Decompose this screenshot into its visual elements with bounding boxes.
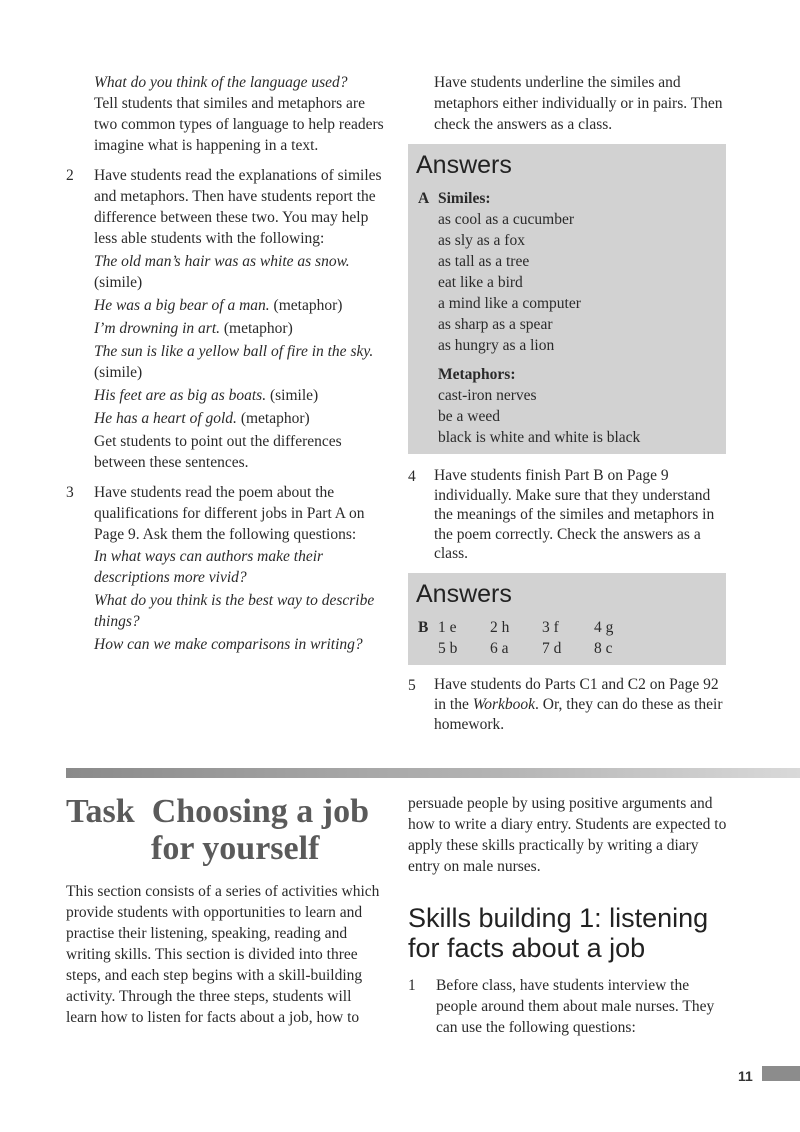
answer-pair: 4 g	[594, 618, 614, 636]
example-text: The sun is like a yellow ball of fire in the sky.	[94, 343, 374, 360]
step-2-number: 2	[66, 167, 74, 184]
answer-pair: 3 f	[542, 618, 559, 636]
skills-title-line-2: for facts about a job	[408, 933, 646, 963]
answer-pair: 8 c	[594, 639, 613, 657]
task-continued-column	[408, 793, 730, 1038]
intro-question: What do you think of the language used?	[94, 74, 348, 91]
task-title-line-1: Task Choosing a job	[66, 793, 369, 830]
example-tag: (metaphor)	[273, 297, 343, 314]
skills-title	[408, 903, 730, 963]
example-text: He has a heart of gold.	[94, 410, 237, 427]
answers-a-content	[418, 188, 716, 448]
simile-answer: eat like a bird	[438, 274, 523, 291]
metaphor-answer: black is white and white is black	[438, 429, 641, 446]
simile-answer: as cool as a cucumber	[438, 211, 574, 228]
skills-step-1-text: Before class, have students interview the people around them about male nurses. They can use the following questions:	[436, 977, 715, 1036]
right-column	[408, 72, 726, 735]
skills-step-1-number: 1	[408, 977, 416, 994]
step-2-outro: Get students to point out the differences between these sentences.	[94, 433, 342, 471]
metaphor-answer: be a weed	[438, 408, 500, 425]
step-4	[408, 466, 726, 564]
step-5-text-a: Have students do Parts C1 and C2 on Page 92 in the	[434, 675, 719, 713]
task-section	[66, 793, 386, 1028]
similes-label: Similes:	[438, 190, 491, 207]
metaphors-label: Metaphors:	[438, 366, 516, 383]
metaphors-list	[438, 385, 716, 448]
simile-answer: as sharp as a spear	[438, 316, 553, 333]
answers-b-row-2	[438, 638, 716, 659]
step-3	[66, 482, 388, 655]
example-sentence	[94, 295, 388, 316]
answers-b-content	[418, 617, 716, 659]
left-column	[66, 72, 388, 655]
answer-letter-b: B	[418, 618, 429, 636]
answers-b-row-1	[438, 617, 716, 638]
page-number: 11	[738, 1068, 753, 1084]
answers-title-a: Answers	[416, 151, 512, 179]
simile-answer: a mind like a computer	[438, 295, 581, 312]
task-title-line-2: for yourself	[151, 830, 320, 867]
example-sentence	[94, 341, 388, 383]
simile-answer: as hungry as a lion	[438, 337, 555, 354]
answer-pair: 6 a	[490, 639, 509, 657]
step-5-workbook: Workbook	[472, 695, 536, 713]
example-sentence	[94, 385, 388, 406]
simile-answer: as sly as a fox	[438, 232, 525, 249]
answer-pair: 1 e	[438, 618, 457, 636]
answer-pair: 2 h	[490, 618, 510, 636]
metaphor-answer: cast-iron nerves	[438, 387, 537, 404]
example-sentence	[94, 318, 388, 339]
intro-text: Tell students that similes and metaphors are two common types of language to help readers imagine what is happening in a text.	[94, 95, 384, 154]
task-body: This section consists of a series of activities which provide students with opportunities to learn and practise their listening, speaking, reading and writing skills. This section is divided into three steps, and each step begins with a skill-building activity. Through the three steps, students will learn how to listen for facts about a job, how to	[66, 883, 380, 1026]
example-tag: (simile)	[94, 274, 143, 291]
section-divider	[66, 768, 800, 778]
example-tag: (metaphor)	[240, 410, 310, 427]
right-intro: Have students underline the similes and metaphors either individually or in pairs. Then check the answers as a class.	[434, 74, 723, 133]
step-3-number: 3	[66, 484, 74, 501]
answer-letter-a: A	[418, 190, 430, 207]
example-tag: (simile)	[94, 364, 143, 381]
example-tag: (metaphor)	[223, 320, 293, 337]
step-4-text: Have students finish Part B on Page 9 individually. Make sure that they understand the meanings of the similes and metaphors in the poem correctly. Check the answers as a class.	[434, 467, 715, 562]
example-sentences	[94, 251, 388, 429]
task-title	[66, 793, 386, 867]
page-number-tab	[762, 1066, 800, 1081]
example-sentence	[94, 251, 388, 293]
example-tag: (simile)	[269, 387, 319, 404]
task-body-continued: persuade people by using positive arguments and how to write a diary entry. Students are expected to apply these skills practically by writing a diary entry on male nurses.	[408, 795, 727, 875]
example-text: His feet are as big as boats.	[94, 387, 267, 404]
step-3-text: Have students read the poem about the qualifications for different jobs in Part A on Page 9. Ask them the following questions:	[94, 484, 365, 543]
example-text: The old man’s hair was as white as snow.	[94, 253, 350, 270]
answer-pair: 5 b	[438, 639, 458, 657]
step-5-text-b: . Or, they can do these as their homework.	[434, 695, 723, 733]
example-sentence	[94, 408, 388, 429]
simile-answer: as tall as a tree	[438, 253, 530, 270]
skills-step-1	[408, 975, 730, 1038]
step-5-text	[434, 675, 726, 735]
discussion-question: How can we make comparisons in writing?	[94, 636, 363, 653]
skills-title-line-1: Skills building 1: listening	[408, 903, 709, 933]
step-4-number: 4	[408, 468, 416, 485]
similes-list	[438, 209, 716, 356]
step-5	[408, 675, 726, 735]
answers-title-b: Answers	[416, 579, 512, 608]
step-2-text: Have students read the explanations of similes and metaphors. Then have students report the difference between these two. You may help less able students with the following:	[94, 167, 382, 247]
discussion-question: What do you think is the best way to describe things?	[94, 592, 375, 630]
answers-box-a	[408, 144, 726, 454]
example-text: I’m drowning in art.	[94, 320, 221, 337]
step-2	[66, 165, 388, 473]
step-3-questions	[94, 546, 388, 655]
answer-pair: 7 d	[542, 639, 562, 657]
answers-box-b	[408, 573, 726, 665]
step-5-number: 5	[408, 676, 416, 694]
discussion-question: In what ways can authors make their descriptions more vivid?	[94, 548, 324, 586]
example-text: He was a big bear of a man.	[94, 297, 270, 314]
